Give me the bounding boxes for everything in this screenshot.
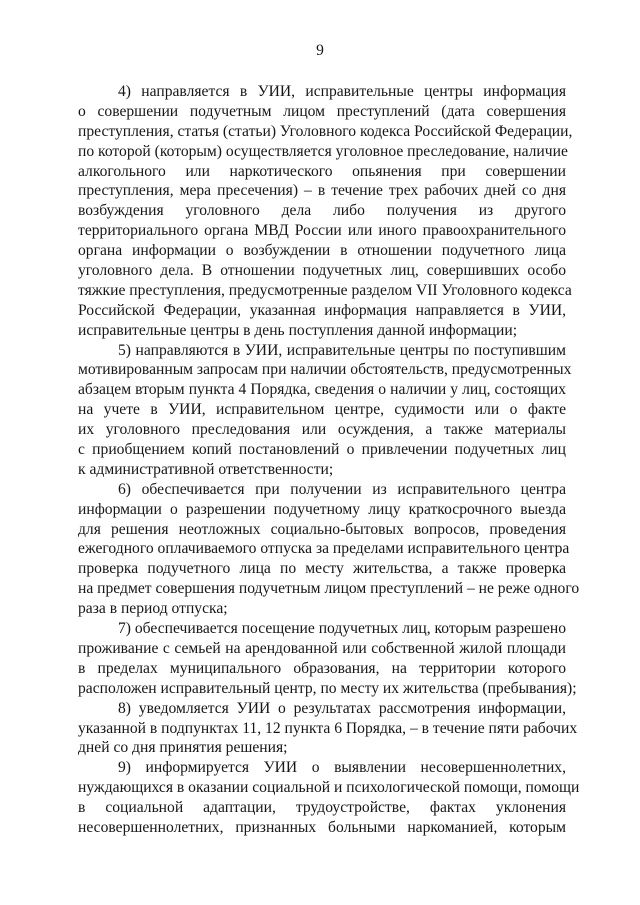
text-line: проверка подучетного лица по месту жительства, а также проверка [78, 560, 566, 578]
text-line: к административной ответственности; [78, 460, 334, 478]
text-line: возбуждения уголовного дела либо получения из другого [78, 202, 566, 220]
text-line: тяжкие преступления, предусмотренные разделом VII Уголовного кодекса [78, 281, 572, 299]
text-line: в социальной адаптации, трудоустройстве, фактах уклонения [78, 799, 566, 817]
paragraph-item-6 [78, 480, 580, 619]
text-line: ежегодного оплачиваемого отпуска за пределами исправительного центра [78, 540, 570, 558]
page-number: 9 [316, 42, 324, 59]
text-line: 7) обеспечивается посещение подучетных лиц, которым разрешено [118, 620, 566, 638]
text-line: о совершении подучетным лицом преступлений (дата совершения [78, 102, 566, 120]
text-line: преступления, статья (статьи) Уголовного кодекса Российской Федерации, [78, 122, 573, 140]
text-line: раза в период отпуска; [78, 600, 228, 618]
text-line: в пределах муниципального образования, на территории которого [78, 659, 566, 677]
text-line: с приобщением копий постановлений о привлечении подучетных лиц [78, 441, 566, 459]
text-line: Российской Федерации, указанная информация направляется в УИИ, [78, 301, 566, 319]
text-line: абзацем вторым пункта 4 Порядка, сведения о наличии у лиц, состоящих [78, 381, 566, 399]
paragraph-item-5 [78, 341, 572, 480]
text-line: исправительные центры в день поступления данной информации; [78, 321, 518, 339]
text-line: 9) информируется УИИ о выявлении несовершеннолетних, [118, 759, 566, 777]
text-line: 6) обеспечивается при получении из исправительного центра [118, 480, 566, 498]
text-line: 4) направляется в УИИ, исправительные центры информация [118, 83, 566, 100]
paragraph-item-7 [78, 619, 577, 699]
text-line: информации о разрешении подучетному лицу краткосрочного выезда [78, 500, 566, 518]
text-line: на предмет совершения подучетным лицом преступлений – не реже одного [78, 580, 580, 598]
text-line: органа информации о возбуждении в отношении подучетного лица [78, 242, 566, 260]
text-line: несовершеннолетних, признанных больными наркоманией, которым [78, 818, 566, 836]
paragraph-item-8 [78, 699, 578, 759]
text-line: преступления, мера пресечения) – в течение трех рабочих дней со дня [78, 182, 566, 200]
text-line: нуждающихся в оказании социальной и психологической помощи, помощи [78, 779, 580, 797]
text-line: уголовного дела. В отношении подучетных лиц, совершивших особо [78, 262, 566, 280]
text-line: территориального органа МВД России или иного правоохранительного [78, 222, 566, 240]
text-line: указанной в подпунктах 11, 12 пункта 6 Порядка, – в течение пяти рабочих [78, 719, 578, 737]
paragraph-item-9 [78, 758, 580, 838]
document-body [78, 82, 580, 838]
text-line: 5) направляются в УИИ, исправительные центры по поступившим [118, 341, 566, 359]
text-line: их уголовного преследования или осуждения, а также материалы [78, 421, 566, 439]
text-line: алкогольного или наркотического опьянения при совершении [78, 162, 566, 180]
text-line: на учете в УИИ, исправительном центре, судимости или о факте [78, 401, 566, 419]
text-line: дней со дня принятия решения; [78, 739, 288, 757]
text-line: для решения неотложных социально-бытовых вопросов, проведения [78, 520, 566, 538]
paragraph-item-4 [78, 82, 573, 341]
text-line: проживание с семьей на арендованной или собственной жилой площади [78, 639, 566, 657]
text-line: мотивированным запросам при наличии обстоятельств, предусмотренных [78, 361, 572, 379]
text-line: по которой (которым) осуществляется уголовное преследование, наличие [78, 142, 568, 160]
text-line: 8) уведомляется УИИ о результатах рассмотрения информации, [118, 699, 566, 717]
text-line: расположен исправительный центр, по месту их жительства (пребывания); [78, 679, 577, 697]
